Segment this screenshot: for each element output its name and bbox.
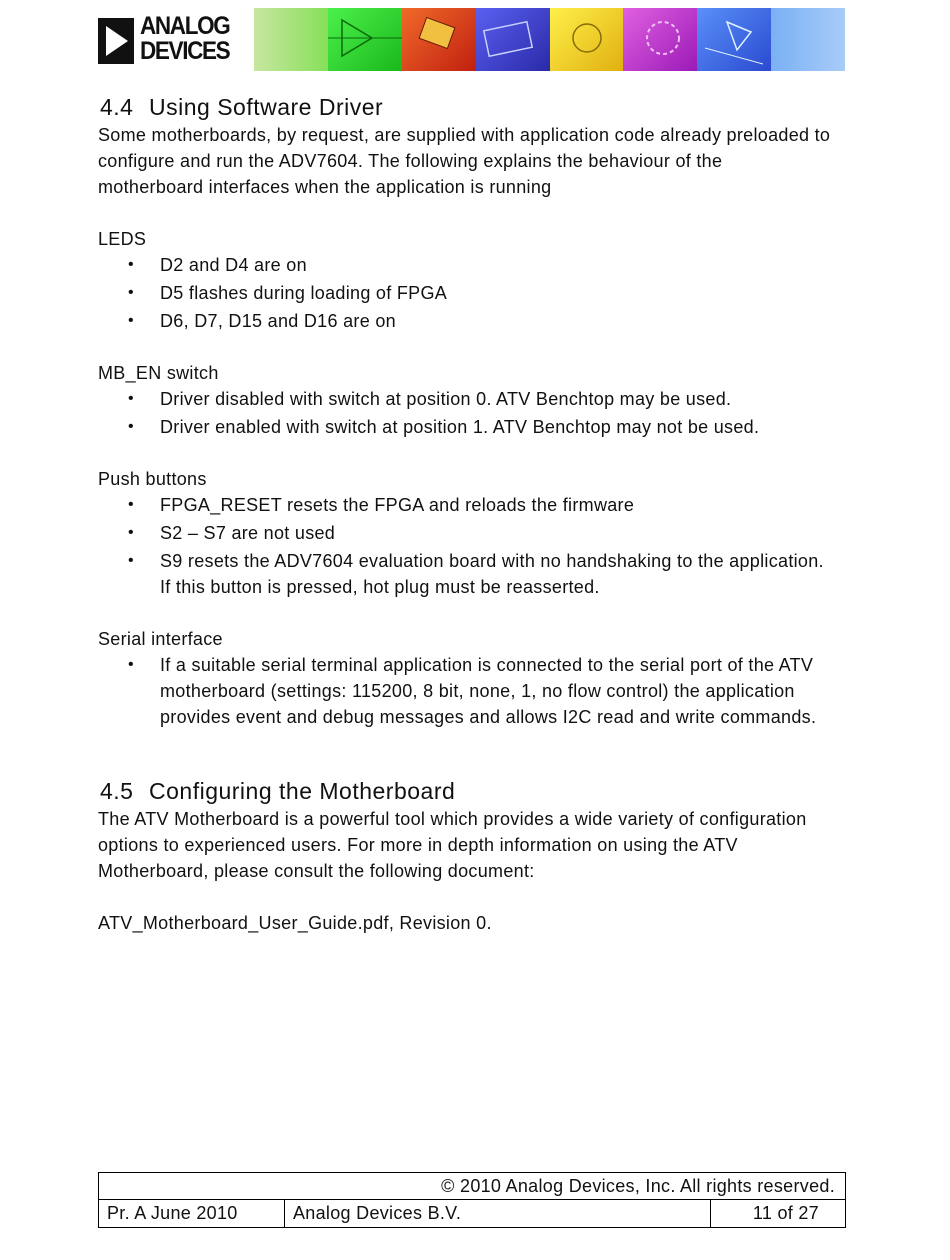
header-banner bbox=[254, 8, 845, 71]
paragraph-line: motherboard interfaces when the application is running bbox=[98, 177, 552, 197]
page-header bbox=[98, 8, 845, 71]
list-item: • D2 and D4 are on bbox=[98, 252, 843, 278]
list-item: • Driver disabled with switch at position 0. ATV Benchtop may be used. bbox=[98, 386, 843, 412]
subheading-serial-interface: Serial interface bbox=[98, 629, 223, 649]
document-reference: ATV_Motherboard_User_Guide.pdf, Revision 0. bbox=[98, 913, 492, 933]
serial-list bbox=[98, 652, 843, 730]
bullet-icon: • bbox=[128, 524, 134, 541]
paragraph-line: Motherboard, please consult the following document: bbox=[98, 861, 535, 881]
section-heading-4-4 bbox=[100, 92, 843, 122]
section-heading-4-5 bbox=[100, 776, 843, 806]
section-title: Configuring the Motherboard bbox=[149, 778, 456, 804]
document-body bbox=[98, 92, 843, 936]
banner-segment bbox=[771, 8, 845, 71]
section-number: 4.5 bbox=[100, 778, 134, 804]
subheading-push-buttons: Push buttons bbox=[98, 469, 207, 489]
list-item: • If a suitable serial terminal application is connected to the serial port of the ATV motherboard (settings: 115200, 8 bit, none, 1, no flow control) the application provides event and debug messages and allows I2C read and write commands. bbox=[98, 652, 843, 730]
company-name: Analog Devices B.V. bbox=[285, 1200, 711, 1227]
banner-segment bbox=[328, 8, 402, 71]
banner-segment bbox=[623, 8, 697, 71]
bullet-icon: • bbox=[128, 284, 134, 301]
paragraph-line: configure and run the ADV7604. The following explains the behaviour of the bbox=[98, 151, 723, 171]
bullet-icon: • bbox=[128, 656, 134, 673]
list-item: • FPGA_RESET resets the FPGA and reloads the firmware bbox=[98, 492, 843, 518]
bullet-icon: • bbox=[128, 418, 134, 435]
list-item: • S9 resets the ADV7604 evaluation board with no handshaking to the application. If this button is pressed, hot plug must be reasserted. bbox=[98, 548, 843, 600]
page-number: 11 of 27 bbox=[752, 1203, 819, 1223]
paragraph-line: Some motherboards, by request, are supplied with application code already preloaded to bbox=[98, 125, 831, 145]
list-item: • Driver enabled with switch at position 1. ATV Benchtop may not be used. bbox=[98, 414, 843, 440]
push-buttons-list bbox=[98, 492, 843, 600]
company-logo bbox=[98, 14, 243, 68]
footer-row bbox=[99, 1200, 845, 1227]
banner-segment bbox=[254, 8, 328, 71]
paragraph-line: The ATV Motherboard is a powerful tool which provides a wide variety of configuration bbox=[98, 809, 807, 829]
leds-list bbox=[98, 252, 843, 334]
list-item: • S2 – S7 are not used bbox=[98, 520, 843, 546]
list-item: • D5 flashes during loading of FPGA bbox=[98, 280, 843, 306]
section-number: 4.4 bbox=[100, 94, 134, 120]
subheading-mb-en: MB_EN switch bbox=[98, 363, 219, 383]
bullet-icon: • bbox=[128, 256, 134, 273]
bullet-icon: • bbox=[128, 312, 134, 329]
page-footer bbox=[98, 1172, 846, 1228]
bullet-icon: • bbox=[128, 390, 134, 407]
section-title: Using Software Driver bbox=[149, 94, 384, 120]
logo-text: ANALOG DEVICES bbox=[140, 12, 230, 65]
banner-segment bbox=[697, 8, 771, 71]
bullet-icon: • bbox=[128, 496, 134, 513]
logo-triangle-icon bbox=[98, 18, 134, 64]
bullet-icon: • bbox=[128, 552, 134, 569]
mb-en-list bbox=[98, 386, 843, 440]
revision-date: Pr. A June 2010 bbox=[99, 1200, 285, 1227]
list-item: • D6, D7, D15 and D16 are on bbox=[98, 308, 843, 334]
banner-segment bbox=[476, 8, 550, 71]
copyright-notice: © 2010 Analog Devices, Inc. All rights reserved. bbox=[99, 1173, 845, 1200]
subheading-leds: LEDS bbox=[98, 229, 147, 249]
banner-segment bbox=[550, 8, 624, 71]
banner-segment bbox=[402, 8, 476, 71]
paragraph-line: options to experienced users. For more in depth information on using the ATV bbox=[98, 835, 738, 855]
